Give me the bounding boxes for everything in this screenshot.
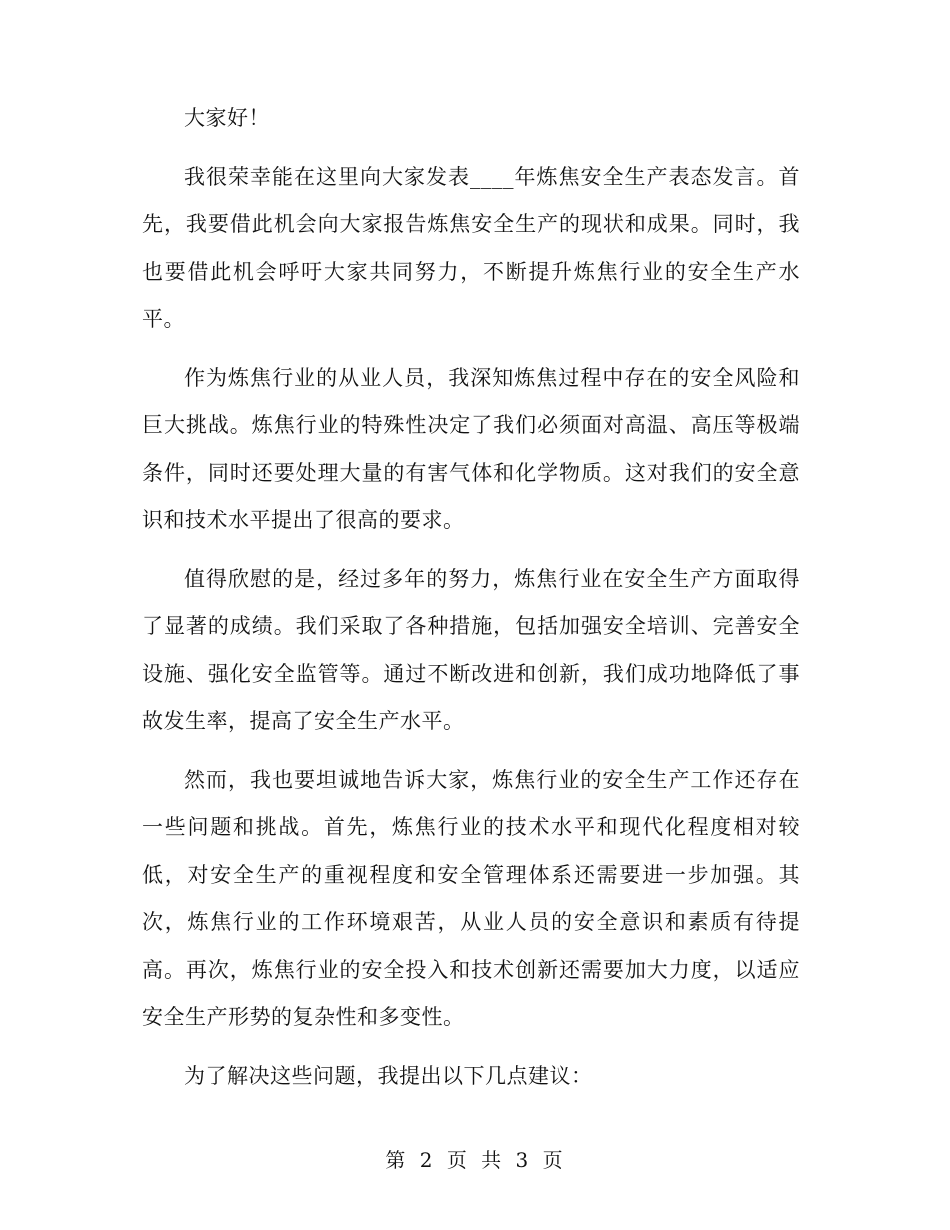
page-number-footer: 第 2 页 共 3 页 <box>385 1148 565 1172</box>
paragraph-problems: 然而，我也要坦诚地告诉大家，炼焦行业的安全生产工作还存在一些问题和挑战。首先，炼焦行业的技术水平和现代化程度相对较低，对安全生产的重视程度和安全管理体系还需要进一步加强。其次，炼焦行业的工作环境艰苦，从业人员的安全意识和素质有待提高。再次，炼焦行业的安全投入和技术创新还需要加大力度，以适应安全生产形势的复杂性和多变性。 <box>142 767 800 1029</box>
paragraph-achievements: 值得欣慰的是，经过多年的努力，炼焦行业在安全生产方面取得了显著的成绩。我们采取了各种措施，包括加强安全培训、完善安全设施、强化安全监管等。通过不断改进和创新，我们成功地降低了事故发生率，提高了安全生产水平。 <box>142 566 800 733</box>
paragraph-risks: 作为炼焦行业的从业人员，我深知炼焦过程中存在的安全风险和巨大挑战。炼焦行业的特殊性决定了我们必须面对高温、高压等极端条件，同时还要处理大量的有害气体和化学物质。这对我们的安全意识和技术水平提出了很高的要求。 <box>142 365 800 532</box>
paragraph-suggestions-intro: 为了解决这些问题，我提出以下几点建议： <box>184 1063 593 1088</box>
paragraph-intro: 我很荣幸能在这里向大家发表____年炼焦安全生产表态发言。首先，我要借此机会向大家报告炼焦安全生产的现状和成果。同时，我也要借此机会呼吁大家共同努力，不断提升炼焦行业的安全生产水平。 <box>142 164 800 331</box>
paragraph-greeting: 大家好！ <box>184 106 270 130</box>
